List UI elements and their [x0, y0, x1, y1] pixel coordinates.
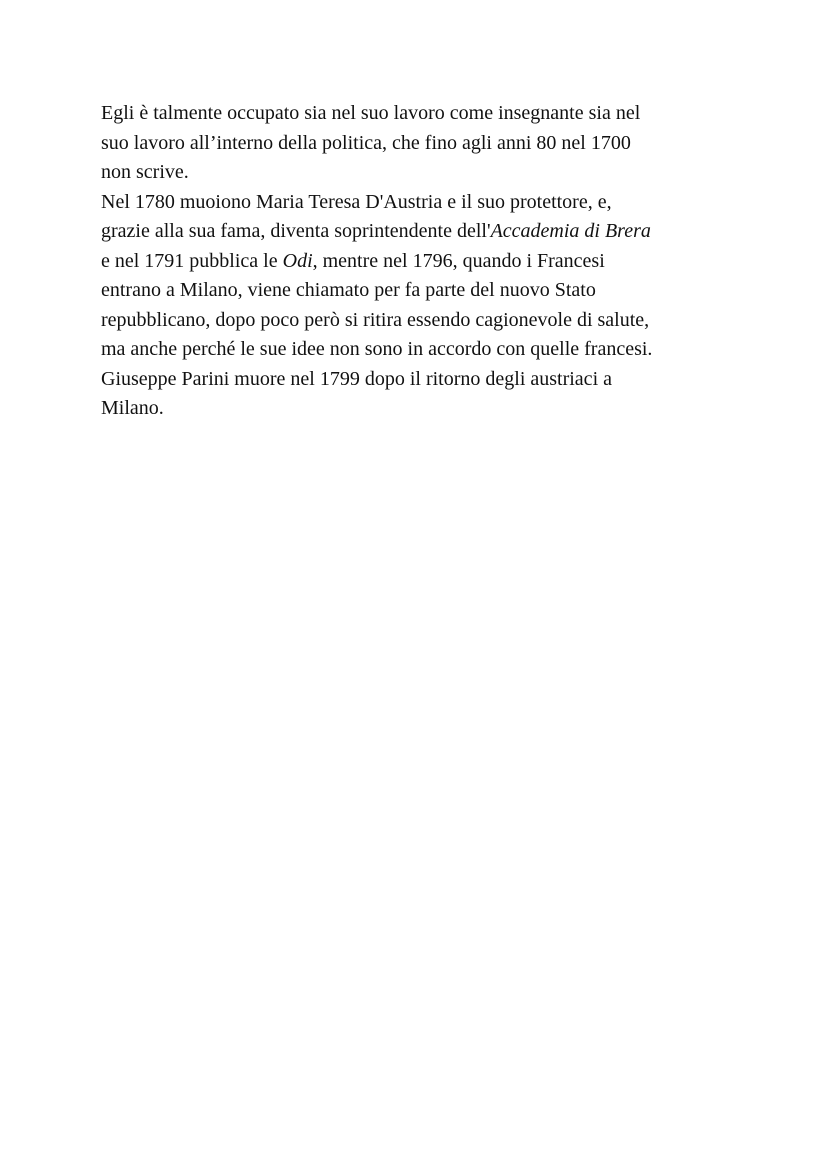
- text-run: e nel 1791 pubblica le: [101, 249, 283, 272]
- italic-title-odi: Odi: [282, 249, 313, 272]
- text-line-9: [101, 335, 741, 365]
- text-line-6: [101, 247, 741, 277]
- text-line-2: [101, 129, 741, 159]
- text-run: , mentre nel 1796, quando i Francesi: [312, 249, 605, 272]
- text-run: suo lavoro all’interno della politica, che fino agli anni 80 nel 1700: [101, 131, 631, 154]
- text-run: Giuseppe Parini muore nel 1799 dopo il ritorno degli austriaci a: [101, 367, 612, 390]
- text-run: Nel 1780 muoiono Maria Teresa D'Austria e il suo protettore, e,: [101, 190, 612, 213]
- body-paragraph: [101, 99, 741, 424]
- text-line-10: [101, 365, 741, 395]
- text-run: Egli è talmente occupato sia nel suo lavoro come insegnante sia nel: [101, 102, 641, 124]
- text-line-5: [101, 217, 741, 247]
- text-run: Milano.: [101, 397, 164, 419]
- text-run: non scrive.: [101, 161, 189, 183]
- text-run: repubblicano, dopo poco però si ritira essendo cagionevole di salute,: [101, 308, 650, 331]
- text-line-1: [101, 99, 741, 129]
- italic-title-accademia: Accademia di Brera: [490, 220, 651, 242]
- text-line-8: [101, 306, 741, 336]
- text-run: entrano a Milano, viene chiamato per fa parte del nuovo Stato: [101, 279, 596, 301]
- text-line-3: [101, 158, 741, 188]
- text-line-4: [101, 188, 741, 218]
- text-line-11: [101, 394, 741, 424]
- text-run: ma anche perché le sue idee non sono in accordo con quelle francesi.: [101, 338, 653, 360]
- text-run: grazie alla sua fama, diventa soprintendente dell': [101, 220, 491, 242]
- text-line-7: [101, 276, 741, 306]
